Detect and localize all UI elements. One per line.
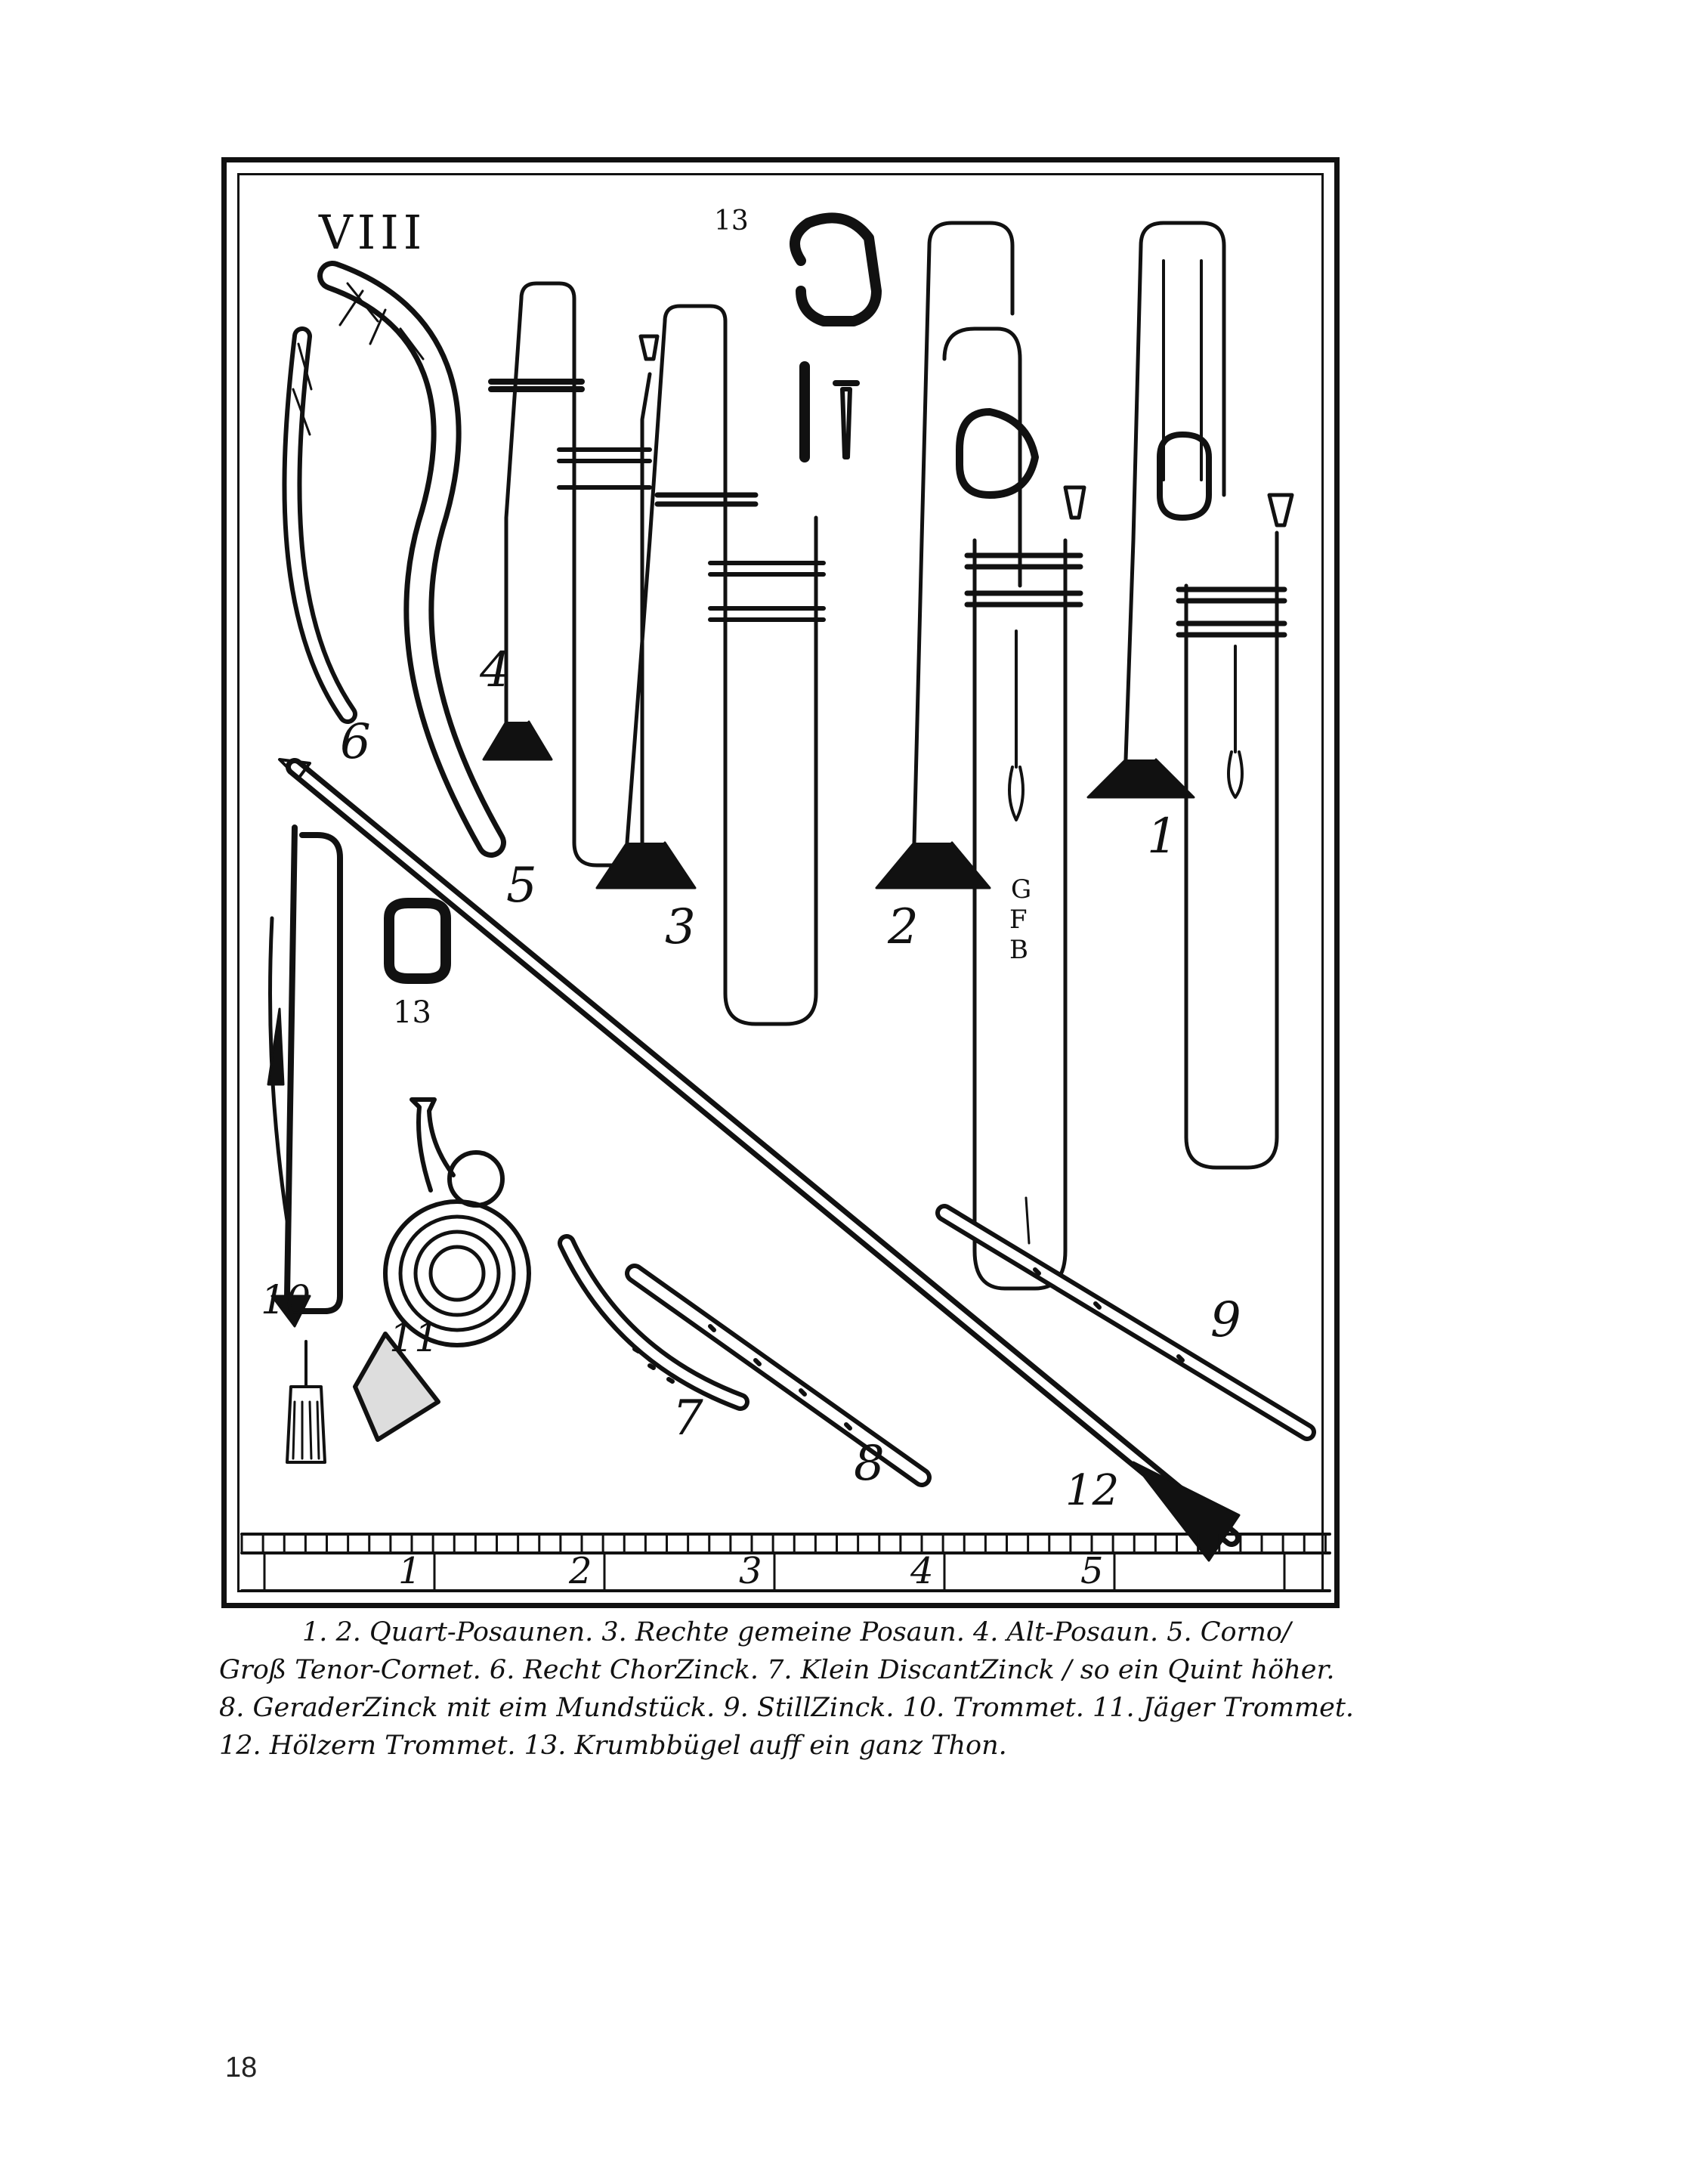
instrument-illustration (227, 162, 1345, 1613)
page-number: 18 (225, 2052, 258, 2083)
figure-13-crook-left (389, 903, 446, 979)
ruler-label-2: 2 (569, 1550, 592, 1592)
figure-2-quart-posaun (876, 223, 1084, 1288)
ruler-label-5: 5 (1080, 1550, 1104, 1592)
tuning-letter-b: B (1009, 935, 1028, 965)
figure-11-jaeger-trommet (355, 1100, 529, 1440)
tuning-letter-g: G (1011, 874, 1032, 905)
plate-title: VIII (319, 205, 427, 260)
ruler-label-1: 1 (398, 1550, 422, 1592)
plate-caption (219, 1613, 1355, 1765)
figure-1-quart-posaun (1088, 223, 1292, 1168)
figure-label-7: 7 (672, 1391, 703, 1446)
figure-label-4: 4 (480, 642, 511, 698)
figure-label-13-left: 13 (393, 995, 431, 1030)
figure-label-12: 12 (1065, 1466, 1120, 1515)
caption-line-3: 8. GeraderZinck mit eim Mundstück. 9. StillZinck. 10. Trommet. 11. Jäger Trommet. (219, 1693, 1355, 1723)
figure-3-gemeine-posaun (597, 306, 824, 1024)
figure-label-3: 3 (665, 899, 696, 955)
figure-label-11: 11 (389, 1316, 440, 1361)
figure-label-10: 10 (261, 1278, 311, 1323)
figure-label-6: 6 (340, 714, 371, 770)
figure-10-trommet (268, 828, 340, 1462)
caption-line-1: 1. 2. Quart-Posaunen. 3. Rechte gemeine Posaun. 4. Alt-Posaun. 5. Corno/ (302, 1617, 1291, 1647)
ruler-label-3: 3 (739, 1550, 762, 1592)
figure-13-crook-top (795, 218, 876, 457)
tuning-letter-f: F (1009, 905, 1028, 935)
engraving-plate (221, 157, 1340, 1608)
caption-line-2: Groß Tenor-Cornet. 6. Recht ChorZinck. 7. Klein DiscantZinck / so ein Quint höher. (219, 1655, 1335, 1685)
figure-label-1: 1 (1147, 809, 1178, 865)
figure-6-chorzinck (292, 336, 348, 714)
figure-label-2: 2 (888, 899, 919, 955)
figure-9-stillzinck (944, 1213, 1307, 1432)
caption-line-4: 12. Hölzern Trommet. 13. Krumbbügel auff ein ganz Thon. (219, 1731, 1007, 1761)
ruler-label-4: 4 (910, 1550, 934, 1592)
figure-label-9: 9 (1210, 1292, 1241, 1348)
figure-label-5: 5 (506, 858, 537, 914)
figure-label-13-top: 13 (714, 206, 749, 237)
figure-label-8: 8 (854, 1436, 885, 1492)
